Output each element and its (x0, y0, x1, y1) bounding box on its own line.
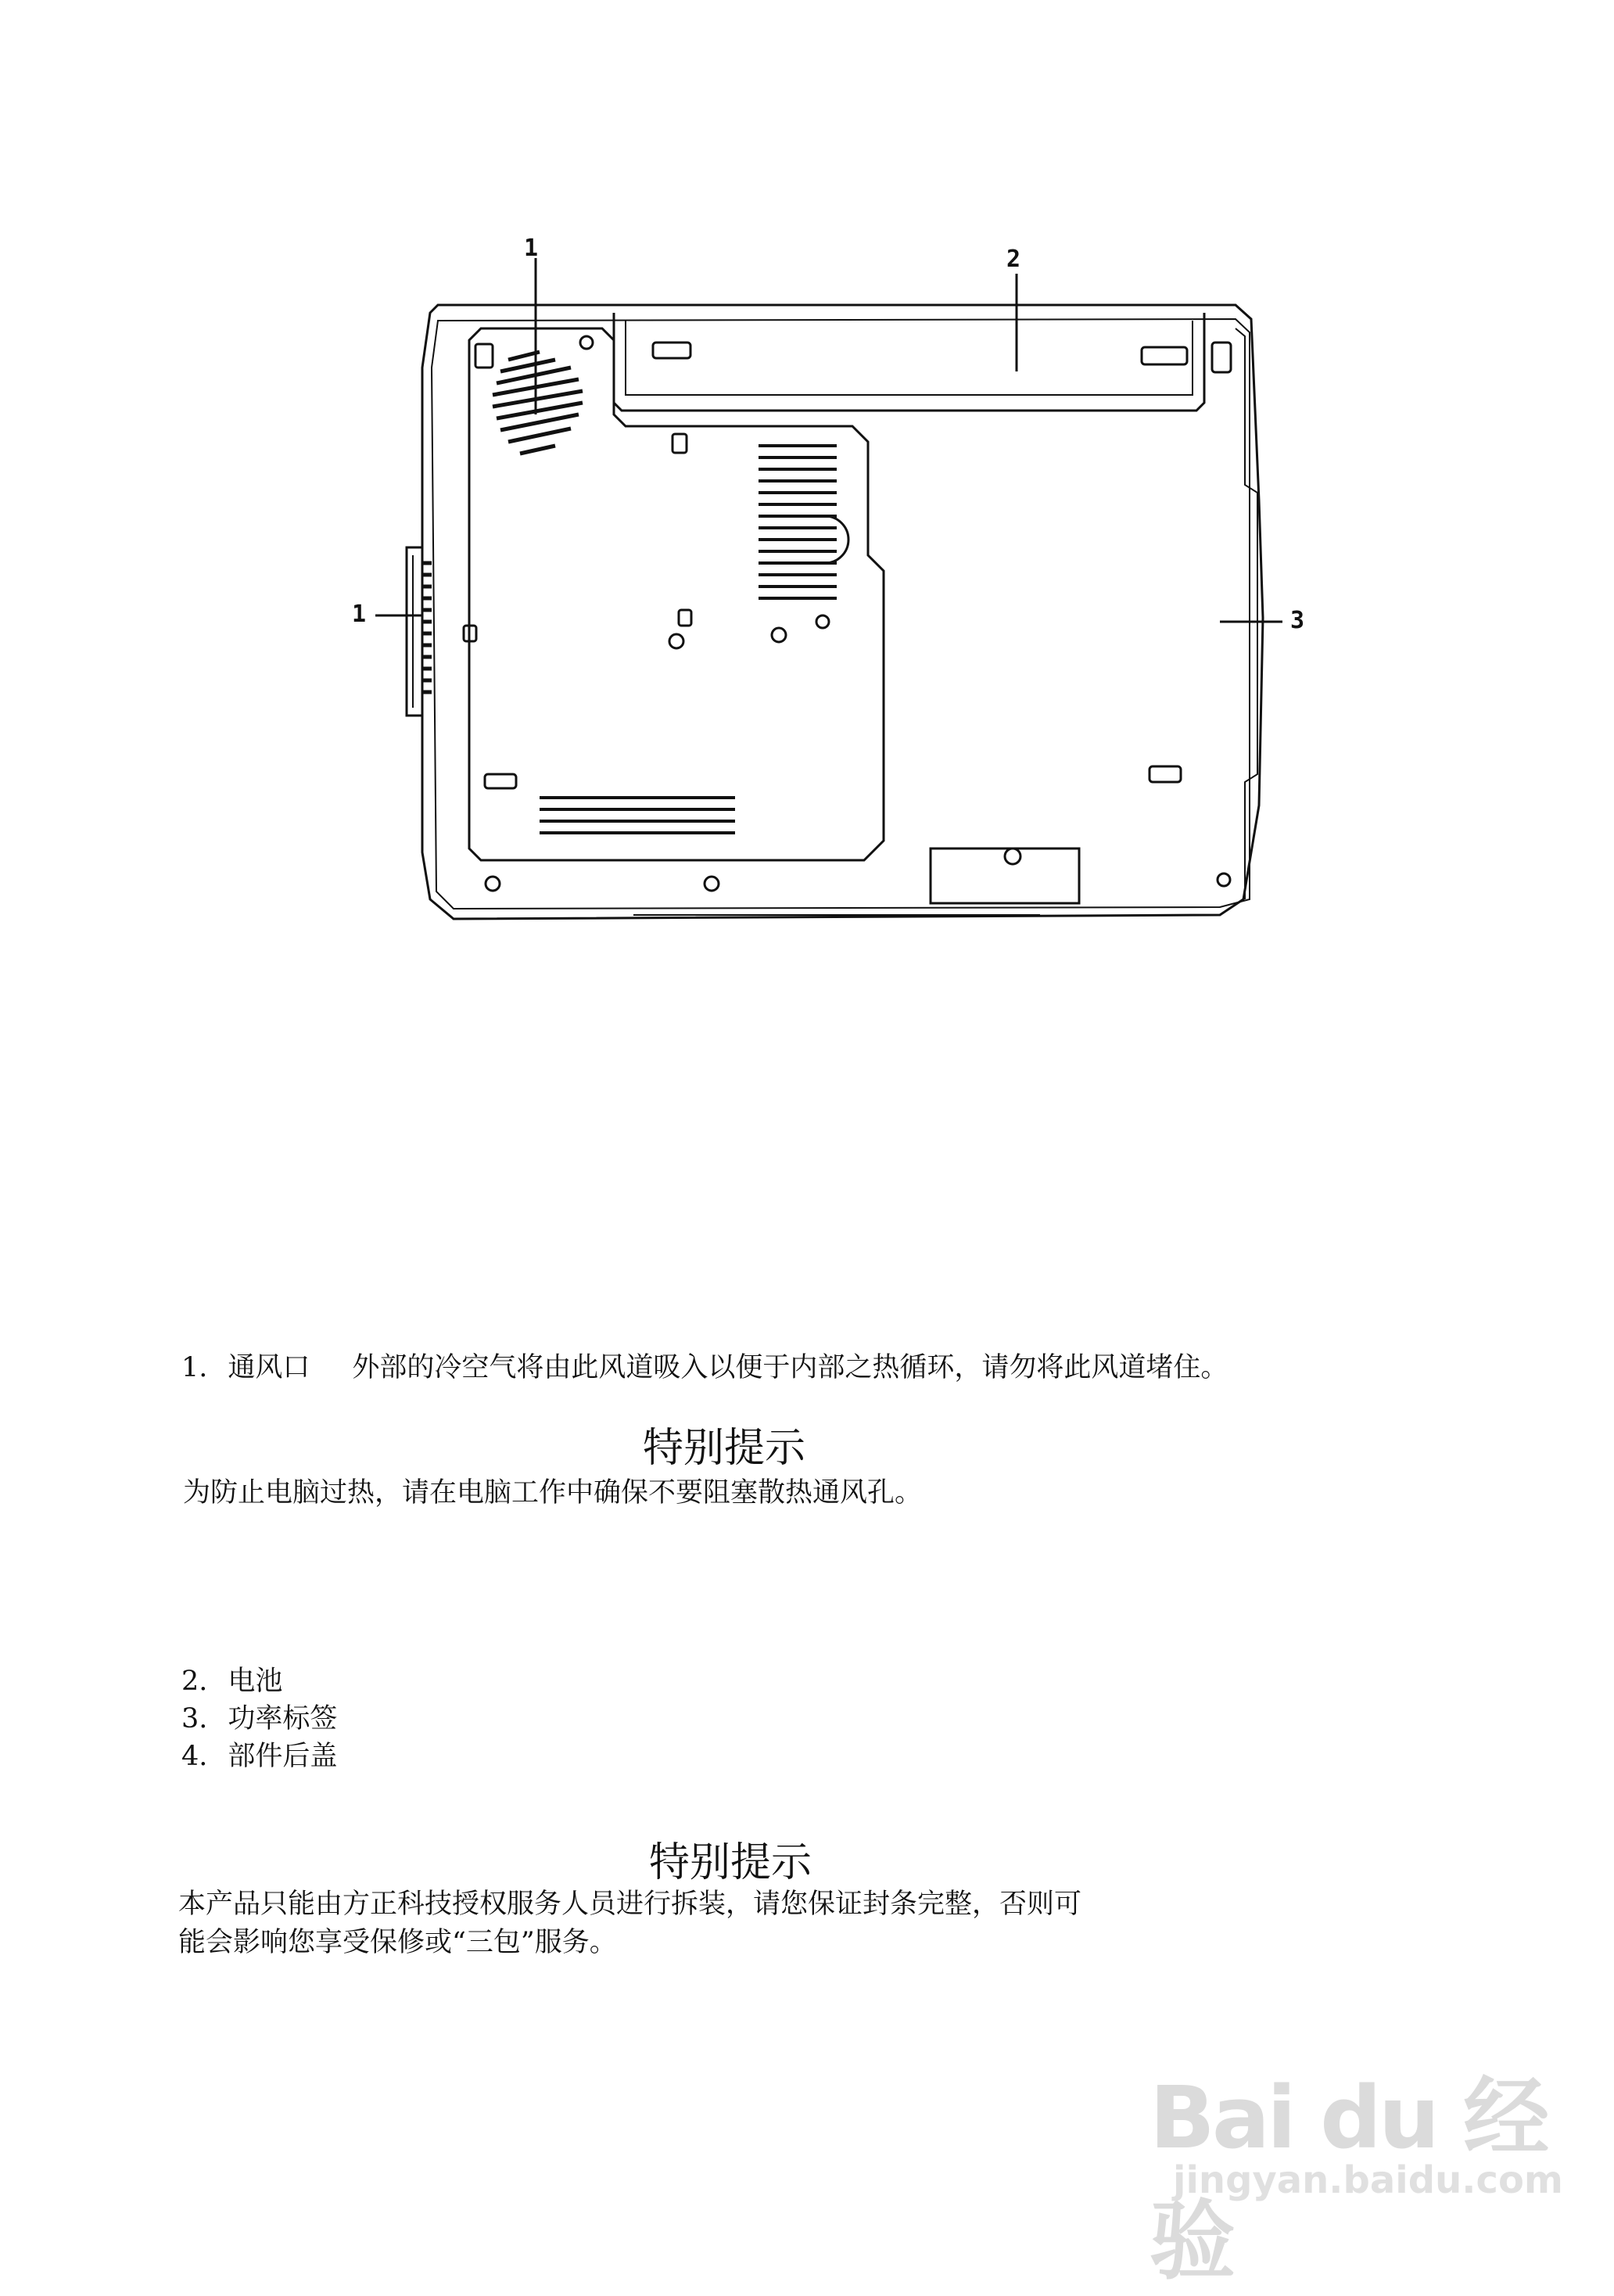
list-item (181, 1664, 282, 1699)
baidu-jingyan-watermark (1150, 2033, 1563, 2291)
memory-vent (759, 446, 837, 598)
item2-number: 2. (181, 1666, 208, 1697)
side-vent-housing (407, 547, 422, 716)
callout-1-top: 1 (524, 235, 539, 262)
laptop-bottom-drawing (344, 227, 1329, 931)
tip1-heading: 特别提示 (643, 1425, 806, 1472)
battery-outline (614, 313, 1204, 411)
item4-number: 4. (181, 1741, 208, 1772)
tip2-line2: 能会影响您享受保修或“三包”服务。 (178, 1927, 617, 1958)
item1-line (181, 1351, 1228, 1385)
callout-1-side: 1 (352, 601, 367, 628)
item2-label: 电池 (228, 1666, 283, 1697)
tip2-heading: 特别提示 (649, 1839, 812, 1886)
watermark-url: jingyan.baidu.com (1173, 2158, 1563, 2202)
tip1-text: 为防止电脑过热，请在电脑工作中确保不要阻塞散热通风孔。 (183, 1477, 923, 1509)
item1-title: 通风口 (228, 1352, 310, 1383)
list-item (181, 1739, 337, 1774)
bottom-vent (540, 798, 735, 833)
tip2-line1: 本产品只能由方正科技授权服务人员进行拆装，请您保证封条完整，否则可 (178, 1889, 1082, 1920)
item4-label: 部件后盖 (228, 1741, 338, 1772)
item3-number: 3. (181, 1703, 208, 1735)
item1-number: 1. (181, 1352, 208, 1383)
watermark-logo: Bai du 经验 (1150, 2068, 1547, 2291)
callout-2: 2 (1006, 246, 1021, 273)
fan-vent (493, 352, 583, 454)
laptop-bottom-diagram (344, 227, 1329, 931)
item3-label: 功率标签 (228, 1703, 338, 1735)
access-panel-outline (469, 328, 884, 860)
item1-description: 外部的冷空气将由此风道吸入以便于内部之热循环，请勿将此风道堵住。 (352, 1352, 1228, 1383)
callout-3: 3 (1290, 607, 1305, 634)
list-item (181, 1702, 337, 1736)
